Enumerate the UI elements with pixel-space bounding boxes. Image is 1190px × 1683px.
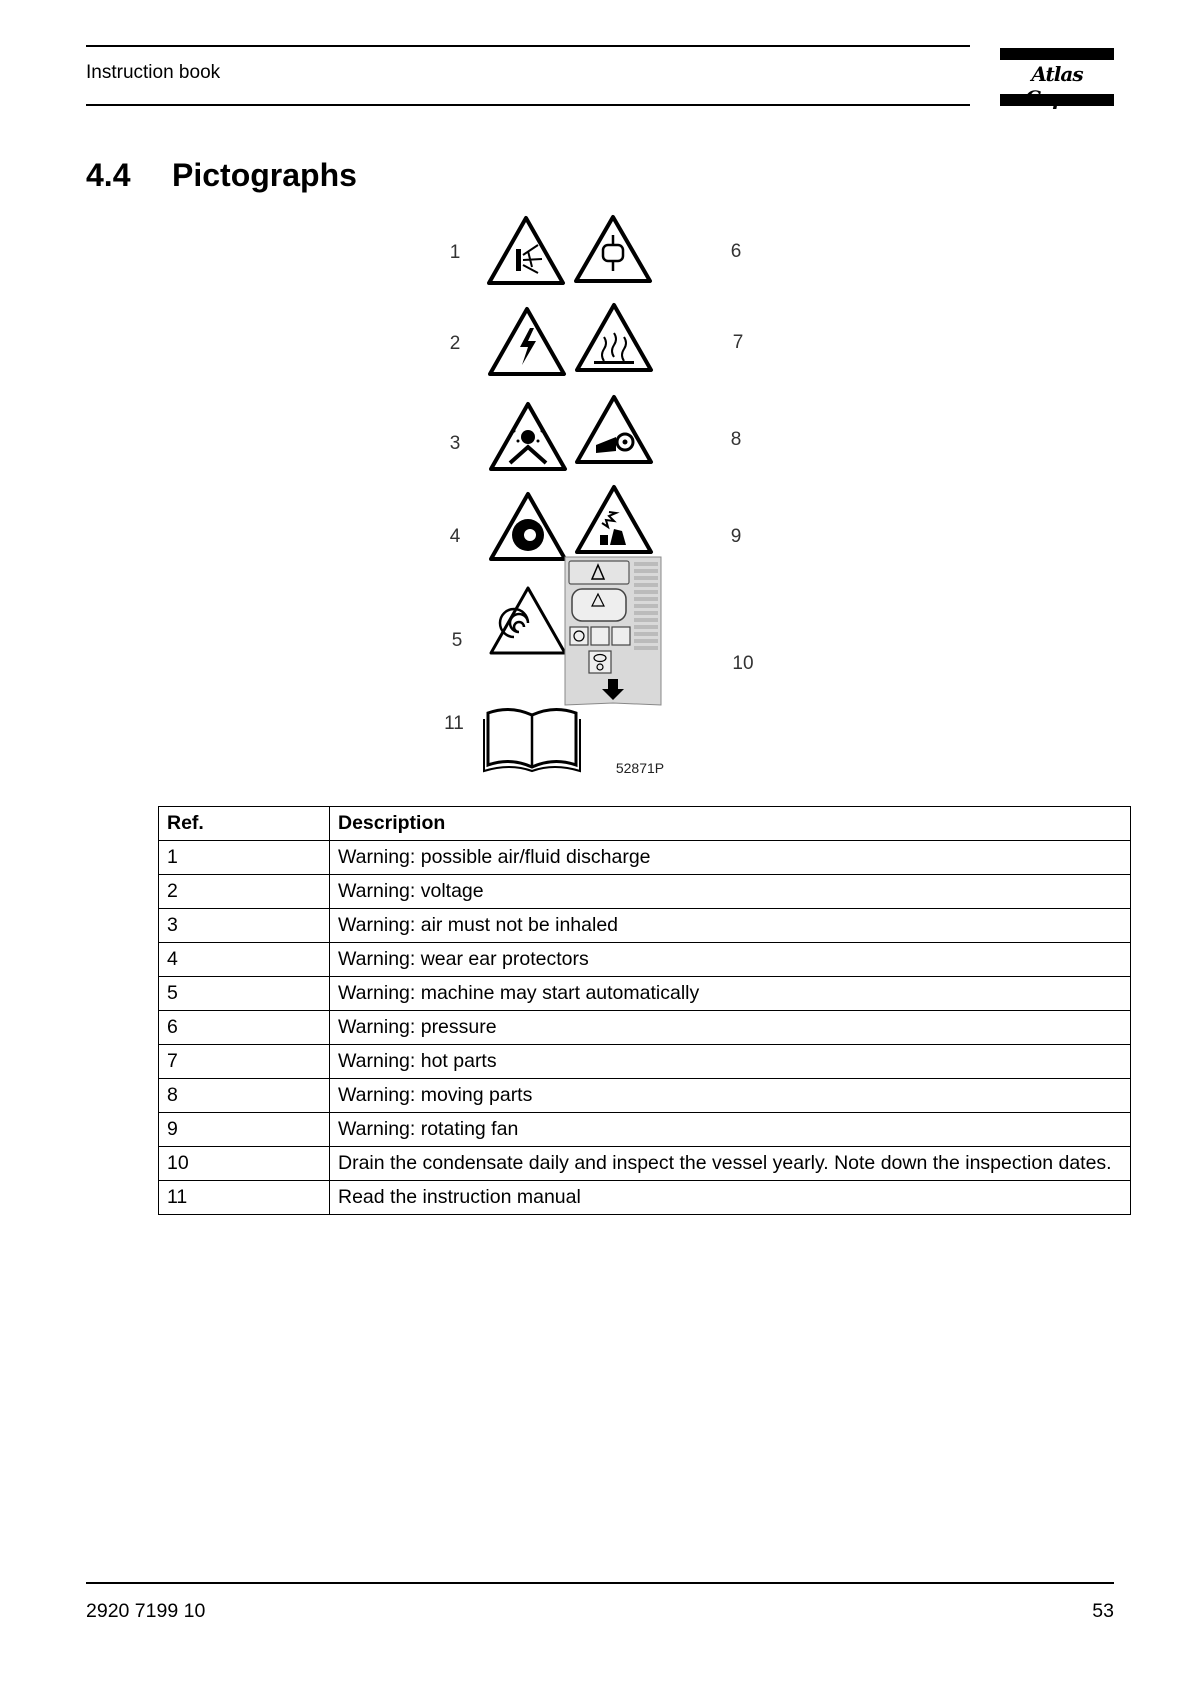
- description-cell: Warning: air must not be inhaled: [330, 909, 1131, 943]
- ref-cell: 10: [159, 1147, 330, 1181]
- inhale-warning-icon: [491, 404, 565, 469]
- ref-cell: 7: [159, 1045, 330, 1079]
- table-row: [159, 1181, 1131, 1215]
- pictographs-figure: [430, 205, 760, 785]
- ref-cell: 1: [159, 841, 330, 875]
- atlas-copco-logo: [1000, 48, 1114, 106]
- ref-cell: 4: [159, 943, 330, 977]
- table-row: [159, 1113, 1131, 1147]
- description-cell: Warning: hot parts: [330, 1045, 1131, 1079]
- rotating-fan-icon: [577, 487, 651, 552]
- ref-label-2: 2: [449, 333, 461, 354]
- ref-cell: 8: [159, 1079, 330, 1113]
- table-row: [159, 943, 1131, 977]
- section-title: Pictographs: [172, 157, 357, 193]
- ref-cell: 3: [159, 909, 330, 943]
- image-code: 52871P: [615, 760, 665, 776]
- ref-label-3: 3: [449, 433, 461, 454]
- ref-label-1: 1: [449, 242, 461, 263]
- pressure-warning-icon: [576, 217, 650, 281]
- ref-label-11: 11: [444, 713, 464, 734]
- ref-label-10: 10: [732, 653, 754, 674]
- description-cell: Warning: pressure: [330, 1011, 1131, 1045]
- ref-label-8: 8: [730, 429, 742, 450]
- description-cell: Warning: possible air/fluid discharge: [330, 841, 1131, 875]
- ref-cell: 9: [159, 1113, 330, 1147]
- table-row: [159, 1045, 1131, 1079]
- document-number: 2920 7199 10: [86, 1600, 206, 1622]
- ref-cell: 11: [159, 1181, 330, 1215]
- ref-cell: 5: [159, 977, 330, 1011]
- section-heading: [86, 157, 357, 194]
- ref-cell: 2: [159, 875, 330, 909]
- column-header-description: Description: [330, 807, 1131, 841]
- column-header-ref: Ref.: [159, 807, 330, 841]
- ref-label-6: 6: [730, 241, 742, 262]
- header-top-rule: [86, 45, 970, 47]
- table-row: [159, 1147, 1131, 1181]
- ref-label-5: 5: [451, 630, 463, 651]
- discharge-warning-icon: [489, 218, 563, 283]
- description-cell: Warning: moving parts: [330, 1079, 1131, 1113]
- description-cell: Drain the condensate daily and inspect the vessel yearly. Note down the inspection dates.: [330, 1147, 1131, 1181]
- table-row: [159, 875, 1131, 909]
- voltage-warning-icon: [490, 309, 564, 374]
- section-number: 4.4: [86, 157, 131, 193]
- table-row: [159, 841, 1131, 875]
- header-bottom-rule: [86, 104, 970, 106]
- book-icon: [484, 709, 580, 771]
- pictographs-svg: [430, 205, 760, 785]
- ref-label-9: 9: [730, 526, 742, 547]
- ref-label-4: 4: [449, 526, 461, 547]
- table-row: [159, 909, 1131, 943]
- description-cell: Warning: machine may start automatically: [330, 977, 1131, 1011]
- description-cell: Warning: wear ear protectors: [330, 943, 1131, 977]
- logo-wordmark: Atlas: [1031, 62, 1083, 86]
- header-title: Instruction book: [86, 62, 221, 83]
- table-row: [159, 977, 1131, 1011]
- table-row: [159, 1079, 1131, 1113]
- ear-protector-icon: [491, 494, 565, 559]
- hot-parts-icon: [577, 305, 651, 370]
- moving-parts-icon: [577, 397, 651, 462]
- automatic-start-icon: [491, 588, 565, 653]
- description-cell: Warning: voltage: [330, 875, 1131, 909]
- description-cell: Read the instruction manual: [330, 1181, 1131, 1215]
- ref-label-7: 7: [732, 332, 744, 353]
- pictographs-table: [158, 806, 1131, 1215]
- page-number: 53: [1092, 1600, 1114, 1622]
- footer-rule: [86, 1582, 1114, 1584]
- table-row: [159, 1011, 1131, 1045]
- table-header-row: [159, 807, 1131, 841]
- ref-cell: 6: [159, 1011, 330, 1045]
- description-cell: Warning: rotating fan: [330, 1113, 1131, 1147]
- condensate-label-icon: [565, 557, 661, 705]
